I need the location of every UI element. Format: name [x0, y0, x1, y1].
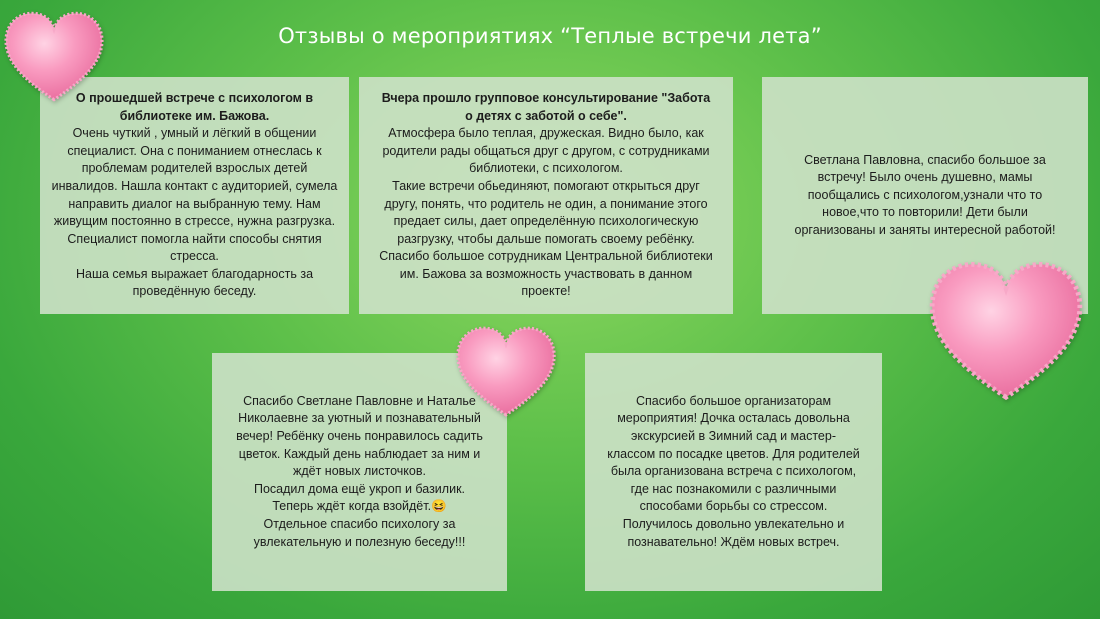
heart-svg — [452, 323, 560, 419]
review-card-group-consulting — [359, 77, 733, 314]
pink-heart-icon — [926, 255, 1086, 405]
review-card-winter-garden — [585, 353, 882, 591]
review-card-content — [50, 90, 339, 301]
heart-svg — [926, 255, 1086, 405]
review-card-bazhov-psychologist — [40, 77, 349, 314]
review-text-closing: Наша семья выражает благодарность за проведённую беседу. — [75, 266, 314, 299]
review-text: Атмосфера было теплая, дружеская. Видно было, как родители рады общаться друг с другом, с сотрудниками библиотеки, с психологом. — [382, 126, 710, 176]
pink-heart-icon — [452, 323, 560, 419]
review-card-content — [379, 90, 713, 301]
review-text-continued: Такие встречи обьединяют, помогают открыться друг другу, понять, что родитель не один, а понимание этого предает силы, дает определённую психологическую разгрузку, чтобы дальше помогать своему ребёнку. — [384, 178, 708, 246]
review-heading: Вчера прошло групповое консультирование "Забота о детях с заботой о себе". — [381, 90, 711, 123]
review-card-content — [607, 393, 860, 551]
review-text: Спасибо Светлане Павловне и Наталье Николаевне за уютный и познавательный вечер! Ребёнку очень понравилось садить цветок. Каждый день наблюдает за ним и ждёт новых листочков. — [236, 393, 483, 479]
review-text-closing: Отдельное спасибо психологу за увлекательную и полезную беседу!!! — [253, 516, 466, 549]
review-text: Светлана Павловна, спасибо большое за встречу! Было очень душевно, мамы пообщались с психологом,узнали что то новое,что то повторили! Дети были организованы и заняты интересной работой! — [794, 152, 1056, 237]
pink-heart-icon — [2, 8, 106, 104]
review-text-continued: Посадил дома ещё укроп и базилик. — [253, 481, 466, 496]
review-text: Спасибо большое организаторам мероприятия! Дочка осталась довольна экскурсией в Зимний сад и мастер-классом по посадке цветов. Для родителей была организована встреча с психологом, где нас познакомили с различными способами борьбы со стрессом. Получилось довольно увлекательно и познавательно! Ждём новых встреч. — [607, 393, 860, 549]
review-text-closing: Спасибо большое сотрудникам Центральной библиотеки им. Бажова за возможность участвовать в данном проекте! — [379, 249, 713, 299]
review-heading: О прошедшей встрече с психологом в библиотеке им. Бажова. — [75, 90, 314, 123]
review-card-content — [786, 152, 1064, 240]
review-text: Очень чуткий , умный и лёгкий в общении специалист. Она с пониманием отнеслась к проблемам родителей взрослых детей инвалидов. Нашла контакт с аудиторией, сумела направить диалог на выбранную тему. Нам живущим постоянно в стрессе, нужна разгрузка. Специалист помогла найти способы снятия стресса. — [51, 126, 338, 264]
review-card-content — [234, 393, 485, 551]
heart-svg — [2, 8, 106, 104]
review-text-continued: Теперь ждёт когда взойдёт.😆 — [272, 499, 447, 514]
page-title: Отзывы о мероприятиях “Теплые встречи лета” — [278, 24, 822, 48]
